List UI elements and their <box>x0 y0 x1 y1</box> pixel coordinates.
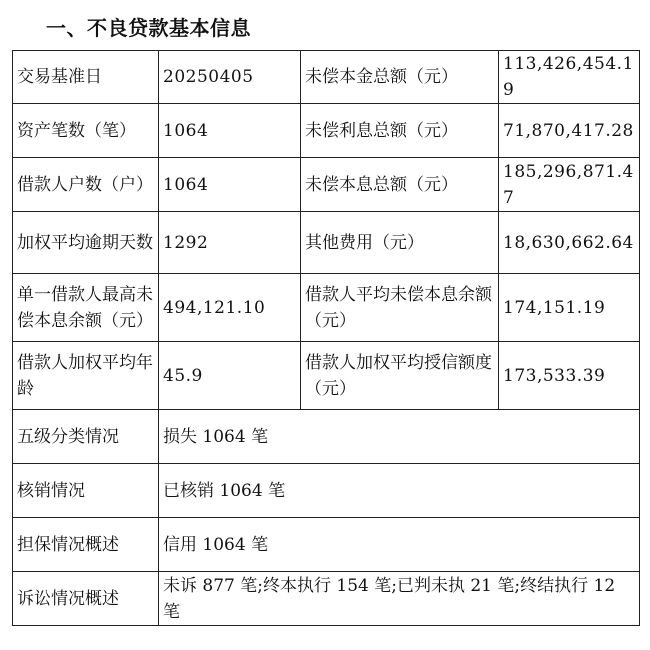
row-value: 45.9 <box>159 342 301 410</box>
row-label: 借款人户数（户） <box>13 158 159 212</box>
row-label: 五级分类情况 <box>13 410 159 464</box>
table-row <box>13 158 640 212</box>
table-row <box>13 104 640 158</box>
table-row <box>13 572 640 626</box>
row-value: 1064 <box>159 104 301 158</box>
table-row <box>13 410 640 464</box>
row-label: 交易基准日 <box>13 51 159 104</box>
row-label: 未偿本息总额（元） <box>301 158 499 212</box>
row-value: 113,426,454.19 <box>499 51 640 104</box>
row-label: 加权平均逾期天数 <box>13 212 159 274</box>
table-row <box>13 518 640 572</box>
row-label: 未偿本金总额（元） <box>301 51 499 104</box>
row-value: 494,121.10 <box>159 274 301 342</box>
table-row <box>13 464 640 518</box>
row-label: 借款人平均未偿本息余额（元） <box>301 274 499 342</box>
row-value: 71,870,417.28 <box>499 104 640 158</box>
row-value: 信用 1064 笔 <box>159 518 640 572</box>
row-label: 诉讼情况概述 <box>13 572 159 626</box>
table-row <box>13 212 640 274</box>
row-value: 173,533.39 <box>499 342 640 410</box>
row-value: 20250405 <box>159 51 301 104</box>
row-label: 资产笔数（笔） <box>13 104 159 158</box>
row-label: 其他费用（元） <box>301 212 499 274</box>
row-label: 担保情况概述 <box>13 518 159 572</box>
row-value: 185,296,871.47 <box>499 158 640 212</box>
row-label: 单一借款人最高未偿本息余额（元） <box>13 274 159 342</box>
row-value: 1292 <box>159 212 301 274</box>
section-title: 一、不良贷款基本信息 <box>46 16 251 40</box>
table-row <box>13 274 640 342</box>
table-row <box>13 342 640 410</box>
row-label: 未偿利息总额（元） <box>301 104 499 158</box>
row-label: 核销情况 <box>13 464 159 518</box>
row-label: 借款人加权平均授信额度（元） <box>301 342 499 410</box>
row-value: 未诉 877 笔;终本执行 154 笔;已判未执 21 笔;终结执行 12 笔 <box>159 572 640 626</box>
table-row <box>13 51 640 104</box>
row-value: 174,151.19 <box>499 274 640 342</box>
loan-info-table <box>12 50 640 626</box>
row-value: 损失 1064 笔 <box>159 410 640 464</box>
row-value: 18,630,662.64 <box>499 212 640 274</box>
row-label: 借款人加权平均年龄 <box>13 342 159 410</box>
row-value: 1064 <box>159 158 301 212</box>
row-value: 已核销 1064 笔 <box>159 464 640 518</box>
